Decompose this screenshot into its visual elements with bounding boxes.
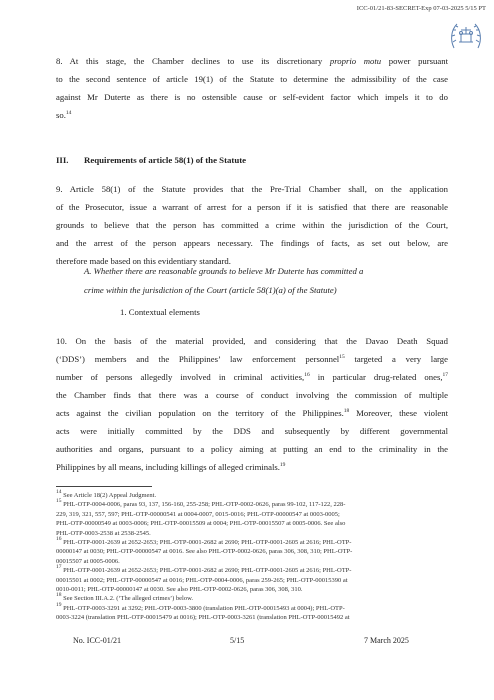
paragraph-10-line: (‘DDS’) members and the Philippines’ law enforcement personnel$^{15}$ targeted a very large xyxy=(56,354,448,364)
paragraph-10 xyxy=(56,332,448,476)
subheading-a-line: A. Whether there are reasonable grounds to believe Mr Duterte has committed a xyxy=(84,266,364,276)
footnote-divider xyxy=(56,486,152,487)
footnote-line: $^{14}$ See Article 18(2) Appeal Judgment. xyxy=(56,489,157,499)
paragraph-9-line: of the Prosecutor, issue a warrant of arrest for a person if it is satisfied that there are reasonable xyxy=(56,202,448,212)
paragraph-9-line: and the arrest of the person appears necessary. The findings of facts, as set out below, are xyxy=(56,238,448,248)
footnote-line: 00000147 at 0030; PHL-OTP-00000547 at 0016. See also PHL-OTP-0002-0626, paras 306, 308, 310; PHL-OTP- xyxy=(56,548,353,556)
footnote-line: 0010-0011; PHL-OTP-00000147 at 0030. See also PHL-OTP-0002-0626, paras 306, 308, 310. xyxy=(56,586,303,594)
footnote-ref[interactable]: 16 xyxy=(304,372,310,378)
section-heading xyxy=(56,155,246,165)
paragraph-8-line: 8. At this stage, the Chamber declines to use its discretionary proprio motu power pursuant xyxy=(56,56,448,66)
footnote-line: 00015501 at 0002; PHL-OTP-00000547 at 0016; PHL-OTP-0004-0006, paras 259-265; PHL-OTP-00015390 at xyxy=(56,576,348,584)
section-title: Requirements of article 58(1) of the Statute xyxy=(84,155,247,165)
paragraph-8-line: to the second sentence of article 19(1) of the Statute to determine the admissibility of the case xyxy=(56,74,448,84)
footnote-ref[interactable]: 14 xyxy=(65,110,72,116)
footnote-line: 229, 319, 321, 557, 597; PHL-OTP-00000541 at 0004-0007, 0015-0016; PHL-OTP-00000547 at 0003-0005; xyxy=(56,510,340,518)
footnote-line: $^{19}$ PHL-OTP-0003-3291 at 3292; PHL-OTP-0003-3800 (translation PHL-OTP-00015493 at 0004); PHL-OTP- xyxy=(56,601,345,612)
paragraph-9 xyxy=(56,180,448,270)
footnotes xyxy=(56,491,448,623)
footnote-16 xyxy=(56,538,448,566)
document-date: 7 March 2025 xyxy=(364,636,409,645)
icc-logo-icon xyxy=(448,18,484,52)
paragraph-9-line: grounds to believe that the person has committed a crime within the jurisdiction of the Court, xyxy=(56,220,448,230)
page-number: 5/15 xyxy=(230,636,245,645)
paragraph-9-line: therefore made based on this evidentiary standard. xyxy=(56,256,231,266)
footnote-ref[interactable]: 18 xyxy=(343,408,350,414)
footnote-line: PHL-OTP-0003-2538 at 2538-2545. xyxy=(56,529,151,537)
case-number: No. ICC-01/21 xyxy=(73,636,121,645)
paragraph-10-line: acts against the civilian population on the territory of the Philippines.$^{18}$ Moreover, these violent xyxy=(56,408,449,418)
footnote-line: 00015507 at 0005-0006. xyxy=(56,557,120,565)
footnote-14 xyxy=(56,491,448,500)
footnote-15 xyxy=(56,500,448,538)
paragraph-10-line: 10. On the basis of the material provided, and considering that the Davao Death Squad xyxy=(56,336,448,346)
subheading-1: 1. Contextual elements xyxy=(120,307,200,317)
footnote-ref[interactable]: 19 xyxy=(279,462,286,468)
paragraph-8-line: against Mr Duterte as there is no ostensible cause or self-evident factor which impels it to do xyxy=(56,92,448,102)
subheading-a xyxy=(84,262,444,300)
footnote-18 xyxy=(56,594,448,603)
footnote-ref[interactable]: 15 xyxy=(339,354,345,360)
paragraph-10-line: number of persons allegedly involved in criminal activities,$^{16}$ in particular drug-related ones,$^{17}$ xyxy=(56,372,448,382)
footnote-line: $^{16}$ PHL-OTP-0001-2639 at 2652-2653; PHL-OTP-0001-2682 at 2690; PHL-OTP-0001-2605 at 2616; PHL-OTP- xyxy=(56,536,352,547)
paragraph-9-line: 9. Article 58(1) of the Statute provides that the Pre-Trial Chamber shall, on the application xyxy=(56,184,448,194)
paragraph-10-line: Philippines by all means, including killings of alleged criminals.$^{19}$ xyxy=(56,462,286,472)
paragraph-10-line: authorities and organs, pursuant to a policy aiming at putting an end to the criminality in the xyxy=(56,444,448,454)
footnote-17 xyxy=(56,566,448,594)
paragraph-10-line: acts were initially committed by the DDS and subsequently by different governmental xyxy=(56,426,448,436)
document-reference: ICC-01/21-83-SECRET-Exp 07-03-2025 5/15 PT xyxy=(356,5,486,12)
paragraph-8-line: so.$^{14}$ xyxy=(56,110,72,120)
footnote-line: $^{17}$ PHL-OTP-0001-2639 at 2652-2653; PHL-OTP-0001-2682 at 2690; PHL-OTP-0001-2605 at 2616; PHL-OTP- xyxy=(56,564,352,575)
footnote-line: 0003-3224 (translation PHL-OTP-00015479 at 0016); PHL-OTP-0003-3261 (translation PHL-OTP-00015492 at xyxy=(56,614,350,622)
paragraph-8 xyxy=(56,52,448,124)
footnote-19 xyxy=(56,601,448,623)
footnote-line: $^{15}$ PHL-OTP-0004-0006, paras 93, 137, 156-160, 255-258; PHL-OTP-0002-0626, paras 99-102, 117-122, 228- xyxy=(56,498,346,509)
footnote-line: $^{18}$ See Section III.A.2. (‘The alleged crimes’) below. xyxy=(56,592,194,603)
footnote-ref[interactable]: 17 xyxy=(442,372,448,378)
footnote-line: PHL-OTP-00000549 at 0003-0006; PHL-OTP-00015509 at 0004; PHL-OTP-00015507 at 0005-0006. See also xyxy=(56,520,346,528)
paragraph-10-line: the Chamber finds that there was a course of conduct involving the commission of multiple xyxy=(56,390,448,400)
subheading-a-line: crime within the jurisdiction of the Court (article 58(1)(a) of the Statute) xyxy=(84,285,337,295)
section-number: III. xyxy=(56,155,69,165)
